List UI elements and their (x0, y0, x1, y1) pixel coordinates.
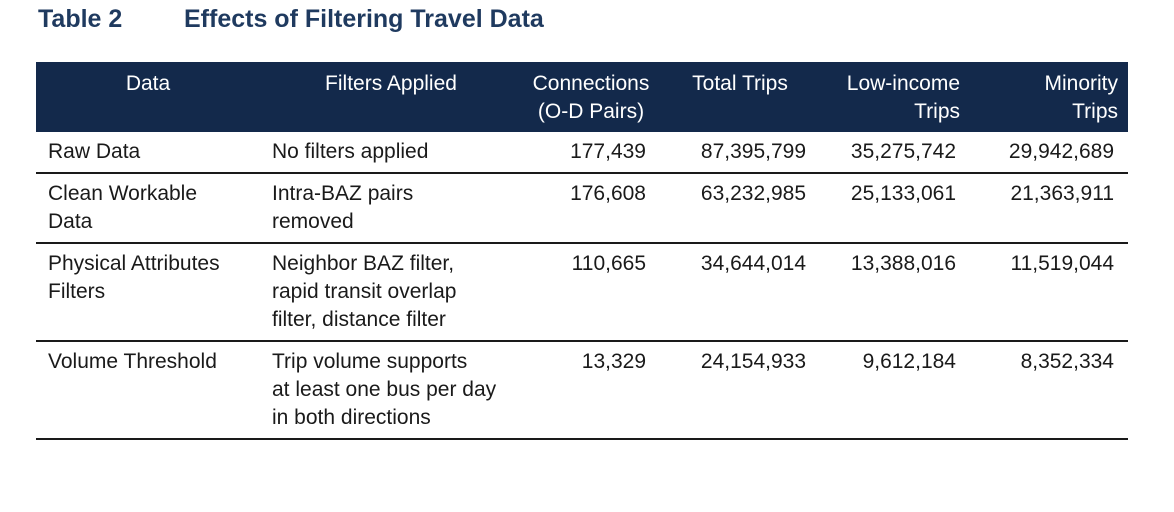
cell-minority-trips: 29,942,689 (1008, 140, 1114, 163)
table-row (36, 243, 1128, 341)
cell-connections: 13,329 (581, 350, 646, 373)
table-row (36, 341, 1128, 439)
column-header-filters-applied: Filters Applied (325, 72, 457, 95)
cell-data: Raw Data (48, 140, 141, 163)
cell-minority-trips: 21,363,911 (1010, 182, 1114, 205)
table-title: Effects of Filtering Travel Data (184, 4, 544, 33)
cell-filters: Trip volume supports at least one bus per day in both directions (272, 350, 497, 429)
cell-total-trips: 24,154,933 (700, 350, 806, 373)
cell-total-trips: 63,232,985 (700, 182, 806, 205)
cell-data: Volume Threshold (48, 350, 217, 373)
cell-low-income-trips: 13,388,016 (850, 252, 956, 275)
column-header-low-income-trips: Low-income Trips (846, 72, 960, 123)
cell-data: Physical Attributes Filters (48, 252, 220, 303)
cell-connections: 177,439 (570, 140, 646, 163)
table-caption (38, 2, 544, 36)
cell-connections: 176,608 (570, 182, 646, 205)
cell-connections: 110,665 (571, 252, 646, 275)
cell-low-income-trips: 35,275,742 (850, 140, 956, 163)
table-header-row (36, 62, 1128, 132)
column-header-minority-trips: Minority Trips (1044, 72, 1118, 123)
cell-data: Clean Workable Data (48, 182, 198, 233)
cell-filters: Neighbor BAZ filter, rapid transit overlap filter, distance filter (272, 252, 457, 331)
cell-minority-trips: 11,519,044 (1010, 252, 1114, 275)
cell-low-income-trips: 9,612,184 (862, 350, 956, 373)
cell-total-trips: 34,644,014 (700, 252, 806, 275)
cell-filters: No filters applied (272, 140, 429, 163)
travel-data-table (36, 62, 1128, 440)
column-header-data: Data (125, 72, 171, 95)
table-row (36, 173, 1128, 243)
column-header-total-trips: Total Trips (692, 72, 788, 95)
table-row (36, 132, 1128, 173)
table-label: Table 2 (38, 4, 123, 33)
column-header-connections: Connections (O-D Pairs) (532, 72, 650, 123)
cell-total-trips: 87,395,799 (700, 140, 806, 163)
cell-minority-trips: 8,352,334 (1020, 350, 1114, 373)
cell-low-income-trips: 25,133,061 (850, 182, 956, 205)
cell-filters: Intra-BAZ pairs removed (272, 182, 414, 233)
